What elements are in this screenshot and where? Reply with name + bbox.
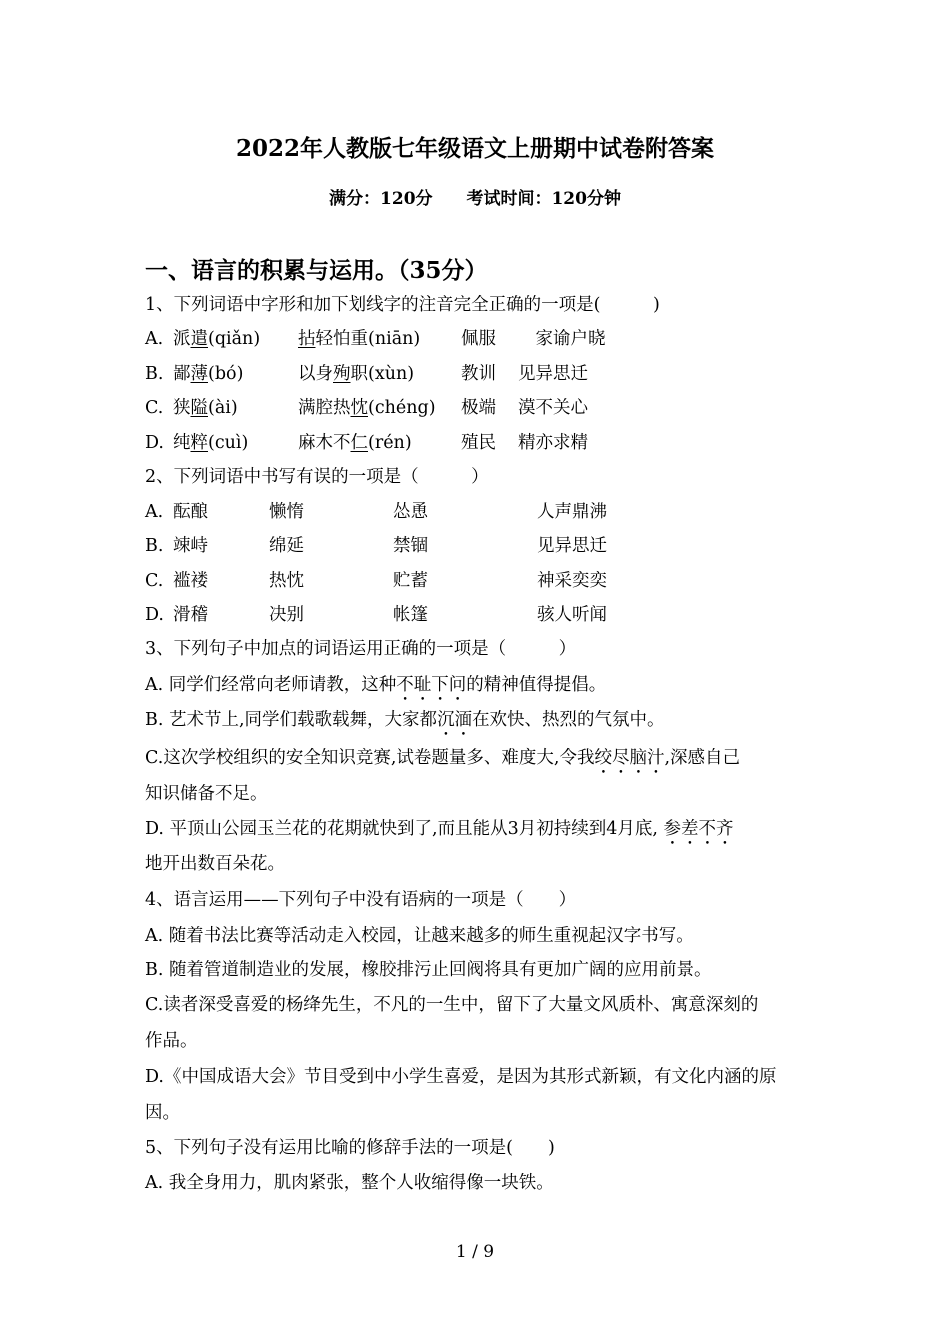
- text-segment: 人声鼎沸: [537, 502, 607, 522]
- text-segment: 派: [173, 329, 191, 349]
- question-line: [145, 993, 758, 1017]
- option-word: [461, 431, 496, 455]
- option-word: [298, 396, 436, 420]
- text-segment: (cuì): [208, 433, 249, 453]
- text-segment: 神采奕奕: [537, 571, 607, 591]
- text-segment: D.《中国成语大会》节目受到中小学生喜爱，是因为其形式新颖，有文化内涵的原: [145, 1067, 777, 1087]
- text-segment: 鄙: [173, 364, 191, 384]
- text-segment: 帐篷: [393, 605, 428, 625]
- option-word: [173, 327, 260, 351]
- text-segment: 纯: [173, 433, 191, 453]
- exam-info: [0, 184, 950, 209]
- option-word: [173, 534, 208, 558]
- option-word: [298, 431, 412, 455]
- underlined-text: 忱: [350, 398, 368, 418]
- question-line: [145, 1101, 180, 1125]
- question-line: [145, 637, 576, 661]
- question-line: [145, 924, 694, 948]
- document-title: 2022年人教版七年级语文上册期中试卷附答案: [235, 135, 714, 162]
- text-segment: 满腔热: [298, 398, 351, 418]
- question-line: [145, 746, 740, 778]
- text-segment: 极端: [461, 398, 496, 418]
- text-segment: 2、下列词语中书写有误的一项是（ ）: [145, 467, 489, 487]
- option-word: [173, 362, 243, 386]
- option-word: [173, 500, 208, 524]
- option-word: [269, 569, 304, 593]
- underlined-text: 遣: [190, 329, 208, 349]
- page-number: 1 / 9: [455, 1242, 495, 1262]
- text-segment: 懒惰: [269, 502, 304, 522]
- text-segment: 教训: [461, 364, 496, 384]
- question-line: [145, 465, 489, 489]
- option-word: [518, 327, 606, 351]
- text-segment: 决别: [269, 605, 304, 625]
- underlined-text: 殉: [333, 364, 351, 384]
- option-word: [269, 603, 304, 627]
- underlined-text: 隘: [190, 398, 208, 418]
- option-word: [537, 534, 607, 558]
- text-segment: D.: [145, 433, 164, 453]
- text-segment: 见异思迁: [518, 364, 588, 384]
- text-segment: ,深感自己: [664, 748, 741, 768]
- text-segment: (qiǎn): [208, 329, 261, 349]
- option-word: [537, 603, 607, 627]
- question-line: [145, 1029, 198, 1053]
- text-segment: 滑稽: [173, 605, 208, 625]
- option-word: [298, 362, 414, 386]
- underlined-text: 仁: [350, 433, 368, 453]
- text-segment: 5、下列句子没有运用比喻的修辞手法的一项是( ): [145, 1138, 555, 1158]
- option-label: [145, 500, 163, 524]
- option-label: [145, 327, 163, 351]
- option-label: [145, 569, 163, 593]
- text-segment: 作品。: [145, 1031, 198, 1051]
- text-segment: 佩服: [461, 329, 496, 349]
- text-segment: B.: [145, 364, 164, 384]
- text-segment: 轻怕重(niān): [315, 329, 421, 349]
- option-label: [145, 534, 163, 558]
- option-word: [393, 603, 428, 627]
- option-word: [461, 362, 496, 386]
- question-line: [145, 1136, 555, 1160]
- text-segment: C.: [145, 571, 164, 591]
- option-word: [393, 534, 428, 558]
- text-segment: A. 我全身用力，肌肉紧张，整个人收缩得像一块铁。: [145, 1173, 554, 1193]
- text-segment: 知识储备不足。: [145, 784, 268, 804]
- text-segment: 因。: [145, 1103, 180, 1123]
- text-segment: 殖民: [461, 433, 496, 453]
- option-word: [461, 327, 496, 351]
- question-line: [145, 708, 665, 740]
- text-segment: 以身: [298, 364, 333, 384]
- question-line: [145, 782, 268, 806]
- underlined-text: 拈: [298, 329, 316, 349]
- option-label: [145, 396, 163, 420]
- exam-time: 考试时间：120分钟: [466, 189, 621, 209]
- underlined-text: 薄: [190, 364, 208, 384]
- option-word: [298, 327, 420, 351]
- text-segment: D.: [145, 605, 164, 625]
- option-word: [518, 431, 588, 455]
- option-word: [269, 500, 304, 524]
- question-line: [145, 673, 606, 705]
- question-line: [145, 293, 660, 317]
- question-line: [145, 817, 734, 849]
- text-segment: 3、下列句子中加点的词语运用正确的一项是（ ）: [145, 639, 577, 659]
- text-segment: C.: [145, 398, 164, 418]
- text-segment: 绵延: [269, 536, 304, 556]
- dotted-emphasis-text: 参差不齐: [663, 819, 734, 839]
- underlined-text: 粹: [190, 433, 208, 453]
- option-label: [145, 362, 163, 386]
- text-segment: 精亦求精: [518, 433, 588, 453]
- option-word: [173, 431, 248, 455]
- text-segment: 在欢快、热烈的气氛中。: [472, 710, 665, 730]
- text-segment: 漠不关心: [518, 398, 588, 418]
- text-segment: 褴褛: [173, 571, 208, 591]
- full-score: 满分：120分: [329, 189, 433, 209]
- text-segment: 职(xùn): [350, 364, 415, 384]
- option-word: [173, 569, 208, 593]
- text-segment: 的精神值得提倡。: [466, 675, 607, 695]
- text-segment: 怂恿: [393, 502, 428, 522]
- text-segment: 地开出数百朵花。: [145, 854, 285, 874]
- option-label: [145, 603, 164, 627]
- text-segment: A. 同学们经常向老师请教，这种: [145, 675, 397, 695]
- text-segment: C.这次学校组织的安全知识竞赛,试卷题量多、难度大,令我: [145, 748, 595, 768]
- option-word: [393, 569, 428, 593]
- option-word: [537, 569, 607, 593]
- text-segment: 骇人听闻: [537, 605, 607, 625]
- question-line: [145, 1171, 554, 1195]
- option-word: [173, 396, 238, 420]
- question-line: [145, 1065, 776, 1089]
- text-segment: 狭: [173, 398, 191, 418]
- text-segment: 见异思迁: [537, 536, 607, 556]
- question-line: [145, 888, 576, 912]
- option-word: [393, 500, 428, 524]
- text-segment: (chéng): [368, 398, 436, 418]
- option-word: [461, 396, 496, 420]
- text-segment: B.: [145, 536, 164, 556]
- text-segment: A.: [145, 502, 164, 522]
- text-segment: 酝酿: [173, 502, 208, 522]
- text-segment: 竦峙: [173, 536, 208, 556]
- text-segment: (bó): [208, 364, 244, 384]
- text-segment: A.: [145, 329, 164, 349]
- text-segment: A. 随着书法比赛等活动走入校园，让越来越多的师生重视起汉字书写。: [145, 926, 694, 946]
- text-segment: (ài): [208, 398, 238, 418]
- text-segment: 家谕户晓: [518, 329, 606, 349]
- question-line: [145, 852, 285, 876]
- text-segment: 麻木不: [298, 433, 351, 453]
- dotted-emphasis-text: 绞尽脑汁: [594, 748, 665, 768]
- text-segment: (rén): [368, 433, 412, 453]
- option-word: [173, 603, 208, 627]
- text-segment: 禁锢: [393, 536, 428, 556]
- section-heading: 一、语言的积累与运用。（35分）: [145, 257, 488, 284]
- text-segment: B. 艺术节上,同学们载歌载舞，大家都: [145, 710, 438, 730]
- dotted-emphasis-text: 不耻下问: [396, 675, 467, 695]
- text-segment: 热忱: [269, 571, 304, 591]
- option-word: [537, 500, 607, 524]
- option-label: [145, 431, 164, 455]
- text-segment: C.读者深受喜爱的杨绛先生，不凡的一生中，留下了大量文风质朴、寓意深刻的: [145, 995, 759, 1015]
- option-word: [518, 362, 588, 386]
- text-segment: B. 随着管道制造业的发展，橡胶排污止回阀将具有更加广阔的应用前景。: [145, 960, 712, 980]
- dotted-emphasis-text: 沉湎: [437, 710, 473, 730]
- text-segment: 1、下列词语中字形和加下划线字的注音完全正确的一项是( ): [145, 295, 660, 315]
- text-segment: D. 平顶山公园玉兰花的花期就快到了,而且能从3月初持续到4月底,: [145, 819, 664, 839]
- text-segment: 贮蓄: [393, 571, 428, 591]
- option-word: [518, 396, 588, 420]
- text-segment: 4、语言运用——下列句子中没有语病的一项是（ ）: [145, 890, 577, 910]
- option-word: [269, 534, 304, 558]
- question-line: [145, 958, 711, 982]
